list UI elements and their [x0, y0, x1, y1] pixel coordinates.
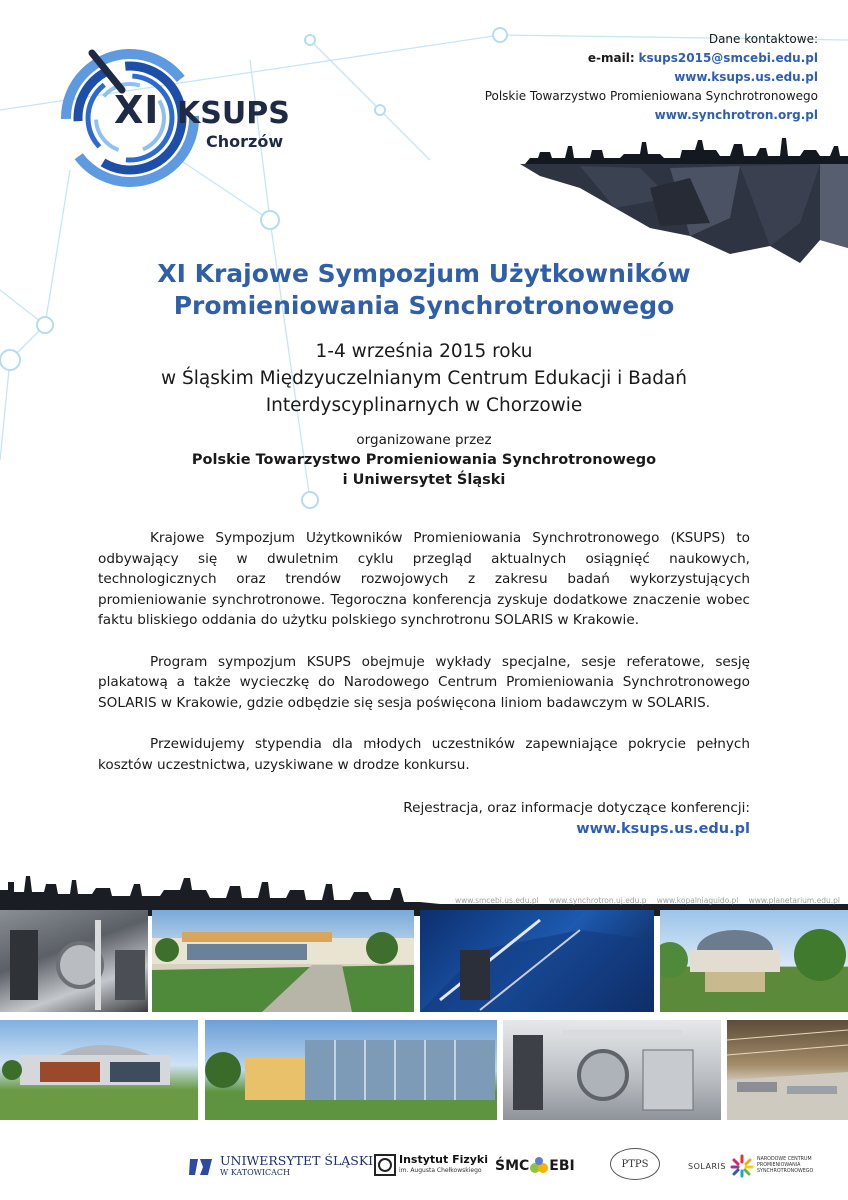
logo-roman-numeral: XI [114, 88, 160, 132]
photo-credits [455, 896, 840, 905]
contact-heading: Dane kontaktowe: [708, 32, 818, 46]
paragraph-1: Krajowe Sympozjum Użytkowników Promieniowania Synchrotronowego (KSUPS) to odbywający się w dwuletnim cyklu przegląd aktualnych osiągnięć naukowych, technologicznych oraz trendów rozwojowych z zakresu badań wykorzystujących promieniowanie synchrotronowe. Tegoroczna konferencja zyskuje dodatkowe znaczenie wobec faktu bliskiego oddania do użytku polskiego synchrotronu SOLARIS w Krakowie. [98, 530, 750, 628]
instytut-fizyki-icon [374, 1154, 396, 1176]
photo-lab-interior [503, 1020, 721, 1120]
smcebi-molecule-icon [529, 1156, 549, 1176]
organizer-1: Polskie Towarzystwo Promieniowania Synchrotronowego [191, 452, 657, 468]
ksups-logo [52, 38, 312, 198]
society-name: Polskie Towarzystwo Promieniowana Synchrotronowego [484, 89, 818, 103]
photo-university-building [152, 910, 414, 1012]
event-venue-line-2: Interdyscyplinarnych w Chorzowie [265, 395, 583, 416]
if-name: Instytut Fizyki [399, 1153, 489, 1166]
logo-smcebi [495, 1156, 575, 1176]
if-sub: im. Augusta Chełkowskiego [399, 1167, 482, 1174]
us-name: UNIWERSYTET ŚLĄSKI [220, 1153, 374, 1168]
logo-solaris [688, 1154, 813, 1178]
contact-block [485, 30, 818, 125]
credit-2: www.synchrotron.uj.edu.p [548, 896, 647, 905]
paragraph-3: Przewidujemy stypendia dla młodych uczestników zapewniające pokrycie pełnych kosztów uczestnictwa, uzyskiwane w drodze konkursu. [98, 736, 750, 773]
paragraph-2: Program sympozjum KSUPS obejmuje wykłady specjalne, sesje referatowe, sesję plakatową a także wycieczkę do Narodowego Centrum Promieniowania Synchrotronowego SOLARIS w Krakowie, gdzie odbędzie się sesja poświęcona liniom badawczym w SOLARIS. [98, 653, 750, 711]
credit-4: www.planetarium.edu.pl [748, 896, 840, 905]
logo-name: KSUPS [177, 96, 290, 131]
skyline-island-graphic [520, 128, 848, 268]
description-body [98, 528, 750, 796]
ncps-line-3: SYNCHROTRONOWEGO [756, 1169, 814, 1174]
title-line-2: Promieniowania Synchrotronowego [173, 291, 675, 320]
title-line-1: XI Krajowe Sympozjum Użytkowników [157, 259, 691, 288]
sponsor-logos [0, 1140, 848, 1200]
us-emblem-icon [188, 1155, 214, 1179]
registration-text: Rejestracja, oraz informacje dotyczące konferencji: [403, 800, 750, 816]
photo-synchrotron-hall [727, 1020, 848, 1120]
smcebi-left: ŚMC [495, 1158, 530, 1174]
us-sub: W KATOWICACH [220, 1168, 291, 1177]
ncps-line-2: PROMIENIOWANIA [756, 1163, 801, 1168]
ptps-text: PTPS [621, 1158, 649, 1170]
registration-link[interactable]: www.ksups.us.edu.pl [576, 820, 750, 837]
credit-3: www.kopalniaguido.pl [656, 896, 739, 905]
event-date: 1-4 września 2015 roku [315, 341, 533, 362]
website-link[interactable]: www.ksups.us.edu.pl [674, 70, 818, 84]
logo-uniwersytet-slaski [188, 1155, 373, 1179]
organizers-block [0, 430, 848, 490]
registration-block [403, 798, 750, 839]
photo-campus-glass-building [205, 1020, 497, 1120]
event-venue-line-1: w Śląskim Międzyuczelnianym Centrum Edukacji i Badań [161, 368, 687, 389]
logo-city: Chorzów [206, 132, 284, 151]
event-title [0, 258, 848, 322]
organizers-intro: organizowane przez [356, 432, 492, 448]
credit-1: www.smcebi.us.edu.pl [455, 896, 539, 905]
logo-instytut-fizyki [374, 1154, 488, 1176]
smcebi-right: EBI [549, 1158, 575, 1174]
photo-modern-building [0, 1020, 198, 1120]
photo-lab-equipment [0, 910, 148, 1012]
photo-synchrotron-structure [420, 910, 654, 1012]
email-label: e-mail: [587, 51, 635, 65]
ncps-line-1: NARODOWE CENTRUM [756, 1157, 812, 1162]
organizer-2: i Uniwersytet Śląski [342, 472, 506, 488]
photo-planetarium [660, 910, 848, 1012]
society-website-link[interactable]: www.synchrotron.org.pl [654, 108, 818, 122]
solaris-text: SOLARIS [688, 1161, 726, 1171]
solaris-sun-icon [730, 1154, 754, 1178]
logo-ptps [610, 1148, 660, 1180]
email-link[interactable]: ksups2015@smcebi.edu.pl [638, 51, 818, 65]
event-info [0, 338, 848, 419]
